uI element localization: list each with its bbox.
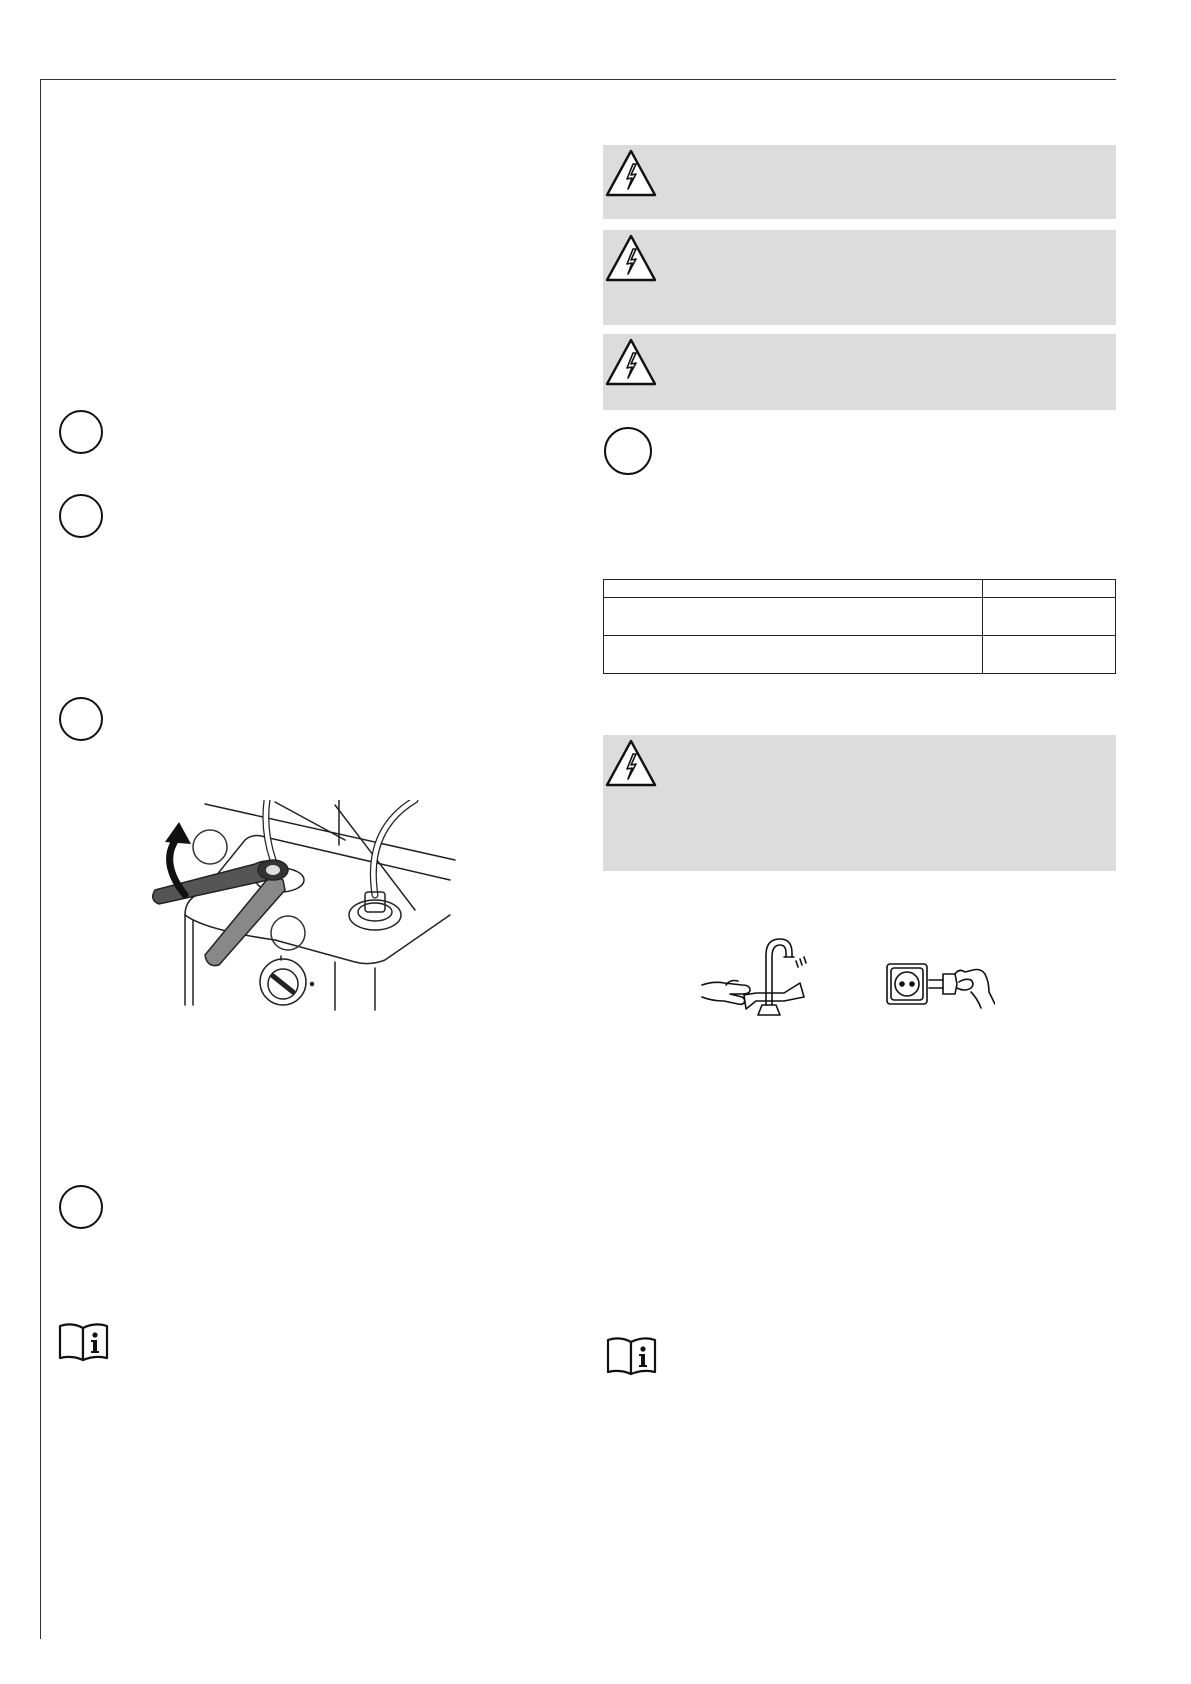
table-cell xyxy=(604,598,983,636)
table-cell xyxy=(983,636,1116,674)
table-row xyxy=(604,636,1116,674)
warning-box-3 xyxy=(603,334,1116,410)
wrench-illustration xyxy=(145,800,460,1015)
unplug-socket-icon xyxy=(885,958,995,1018)
manual-info-icon xyxy=(606,1336,657,1376)
electric-hazard-icon xyxy=(603,232,659,284)
warning-box-4 xyxy=(603,735,1116,871)
step-circle-right xyxy=(604,427,652,475)
spec-table xyxy=(603,579,1116,674)
table-cell xyxy=(604,636,983,674)
table-row xyxy=(604,598,1116,636)
table-header-cell xyxy=(983,580,1116,598)
hand-under-faucet-icon xyxy=(700,935,810,1020)
manual-info-icon xyxy=(58,1322,109,1362)
step-circle-4 xyxy=(59,1185,103,1229)
warning-box-2 xyxy=(603,230,1116,325)
table-header-cell xyxy=(604,580,983,598)
step-circle-2 xyxy=(59,494,103,538)
page-top-rule xyxy=(40,79,1116,80)
step-circle-1 xyxy=(59,410,103,454)
electric-hazard-icon xyxy=(603,147,659,199)
page-left-rule xyxy=(40,79,41,1639)
table-header-row xyxy=(604,580,1116,598)
step-circle-3 xyxy=(59,697,103,741)
table-cell xyxy=(983,598,1116,636)
electric-hazard-icon xyxy=(603,737,659,789)
electric-hazard-icon xyxy=(603,336,659,388)
warning-box-1 xyxy=(603,145,1116,219)
